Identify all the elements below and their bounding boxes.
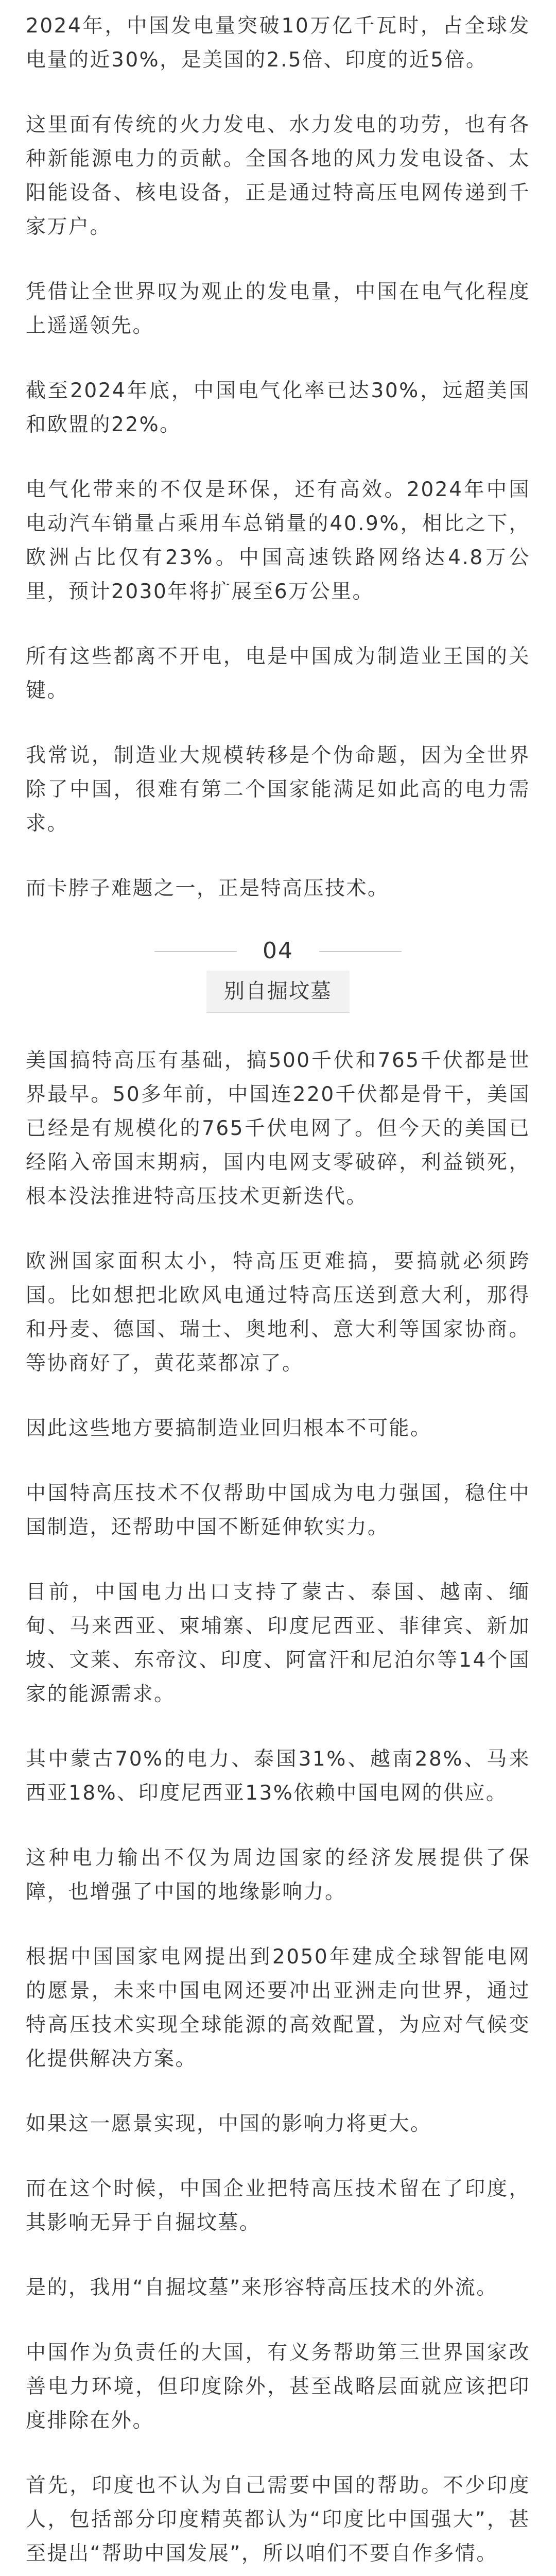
paragraph: 这种电力输出不仅为周边国家的经济发展提供了保障，也增强了中国的地缘影响力。 — [26, 1846, 530, 1904]
section-header — [0, 937, 556, 1013]
paragraph: 美国搞特高压有基础，搞500千伏和765千伏都是世界最早。50多年前，中国连220千伏都是骨干，美国已经是有规模化的765千伏电网了。但今天的美国已经陷入帝国末期病，国内电网支零破碎，利益锁死，根本没法推进特高压技术更新迭代。 — [26, 1049, 530, 1208]
paragraph: 目前，中国电力出口支持了蒙古、泰国、越南、缅甸、马来西亚、柬埔寨、印度尼西亚、菲律宾、新加坡、文莱、东帝汶、印度、阿富汗和尼泊尔等14个国家的能源需求。 — [26, 1581, 530, 1706]
section-divider-left — [154, 951, 237, 952]
paragraph: 我常说，制造业大规模转移是个伪命题，因为全世界除了中国，很难有第二个国家能满足如此高的电力需求。 — [26, 744, 530, 835]
paragraph: 而卡脖子难题之一，正是特高压技术。 — [26, 877, 389, 900]
paragraph: 中国特高压技术不仅帮助中国成为电力强国，稳住中国制造，还帮助中国不断延伸软实力。 — [26, 1482, 530, 1539]
section-number: 04 — [263, 938, 293, 964]
section-divider-right — [319, 951, 402, 952]
paragraph: 根据中国国家电网提出到2050年建成全球智能电网的愿景，未来中国电网还要冲出亚洲走向世界，通过特高压技术实现全球能源的高效配置，为应对气候变化提供解决方案。 — [26, 1945, 530, 2071]
paragraph: 如果这一愿景实现，中国的影响力将更大。 — [26, 2112, 432, 2136]
paragraph: 是的，我用“自掘坟墓”来形容特高压技术的外流。 — [26, 2276, 498, 2299]
section-title: 别自掘坟墓 — [206, 971, 350, 1013]
paragraph: 中国作为负责任的大国，有义务帮助第三世界国家改善电力环境，但印度除外，甚至战略层面就应该把印度排除在外。 — [26, 2341, 530, 2432]
paragraph: 而在这个时候，中国企业把特高压技术留在了印度，其影响无异于自掘坟墓。 — [26, 2177, 530, 2234]
paragraph: 这里面有传统的火力发电、水力发电的功劳，也有各种新能源电力的贡献。全国各地的风力发电设备、太阳能设备、核电设备，正是通过特高压电网传递到千家万户。 — [26, 113, 530, 239]
paragraph: 电气化带来的不仅是环保，还有高效。2024年中国电动汽车销量占乘用车总销量的40.9%，相比之下，欧洲占比仅有23%。中国高速铁路网络达4.8万公里，预计2030年将扩展至6万公里。 — [26, 478, 530, 603]
paragraph: 2024年，中国发电量突破10万亿千瓦时，占全球发电量的近30%，是美国的2.5倍、印度的近5倍。 — [26, 14, 530, 72]
paragraph: 所有这些都离不开电，电是中国成为制造业王国的关键。 — [26, 645, 530, 702]
paragraph: 首先，印度也不认为自己需要中国的帮助。不少印度人，包括部分印度精英都认为“印度比中国强大”，甚至提出“帮助中国发展”，所以咱们不要自作多情。 — [26, 2474, 530, 2565]
paragraph: 截至2024年底，中国电气化率已达30%，远超美国和欧盟的22%。 — [26, 379, 530, 436]
paragraph: 凭借让全世界叹为观止的发电量，中国在电气化程度上遥遥领先。 — [26, 280, 530, 337]
paragraph: 其中蒙古70%的电力、泰国31%、越南28%、马来西亚18%、印度尼西亚13%依赖中国电网的供应。 — [26, 1748, 530, 1805]
paragraph: 欧洲国家面积太小，特高压更难搞，要搞就必须跨国。比如想把北欧风电通过特高压送到意大利，那得和丹麦、德国、瑞士、奥地利、意大利等国家协商。等协商好了，黄花菜都凉了。 — [26, 1250, 530, 1375]
paragraph: 因此这些地方要搞制造业回归根本不可能。 — [26, 1417, 432, 1440]
